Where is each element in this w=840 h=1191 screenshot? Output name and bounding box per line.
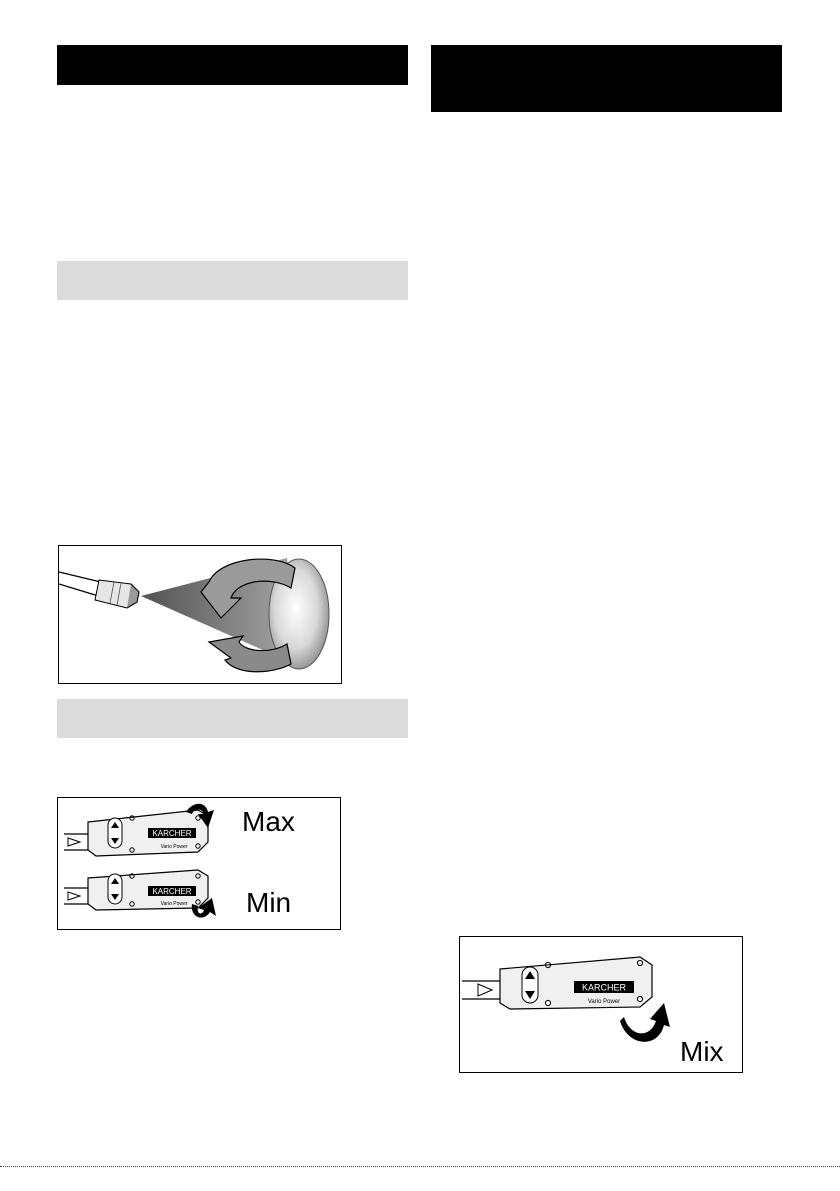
max-label: Max bbox=[242, 806, 295, 837]
spray-rotation-figure bbox=[58, 545, 342, 684]
model-label-upper: Vario Power bbox=[160, 844, 188, 850]
brand-label-upper: KARCHER bbox=[152, 829, 192, 838]
mix-adjust-figure bbox=[459, 936, 743, 1073]
mix-brand-label: KARCHER bbox=[581, 982, 627, 993]
min-label: Min bbox=[246, 887, 292, 918]
page-trim-line bbox=[0, 1166, 840, 1167]
model-label-lower: Vario Power bbox=[160, 901, 188, 907]
pressure-adjust-figure bbox=[57, 797, 341, 930]
section-header-bar-right bbox=[431, 45, 782, 112]
section-header-bar-left bbox=[57, 45, 408, 85]
mix-label: Mix bbox=[680, 1036, 724, 1067]
subsection-header-bar-1 bbox=[57, 261, 408, 300]
subsection-header-bar-2 bbox=[57, 699, 408, 738]
spray-gun-upper bbox=[64, 810, 208, 856]
spray-gun-lower bbox=[64, 870, 208, 910]
rotate-mix-arrow-icon bbox=[620, 1003, 670, 1042]
brand-label-lower: KARCHER bbox=[152, 887, 192, 896]
mix-model-label: Vario Power bbox=[587, 999, 621, 1005]
rotating-spray-icon bbox=[59, 546, 341, 683]
